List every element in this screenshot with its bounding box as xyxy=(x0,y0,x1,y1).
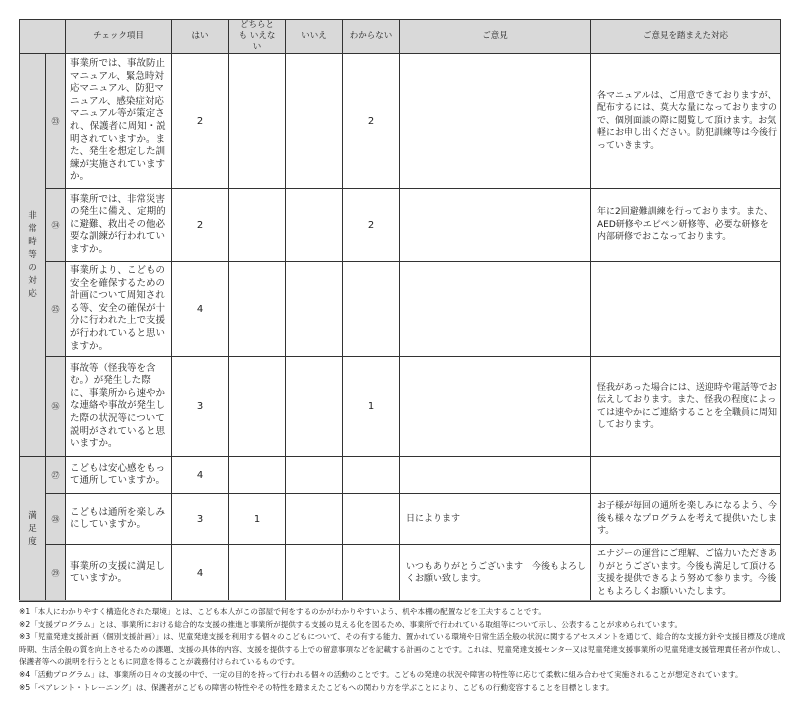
check-item: こどもは通所を楽しみにしていますか。 xyxy=(66,494,172,545)
category-satisfaction xyxy=(20,457,46,602)
response: お子様が毎回の通所を楽しみになるよう、今後も様々なプログラムを考えて提供いたします。 xyxy=(591,494,781,545)
response xyxy=(591,262,781,357)
unknown-count xyxy=(343,457,400,494)
notes-divider xyxy=(19,600,780,601)
no-count xyxy=(286,357,343,457)
row-number: ㉘ xyxy=(46,494,66,545)
unknown-count xyxy=(343,262,400,357)
header-neither-label: どちらとも いえない xyxy=(238,20,276,52)
header-response: ご意見を踏まえた対応 xyxy=(591,20,781,54)
yes-count: 2 xyxy=(172,189,229,262)
opinion: いつもありがとうございます 今後もよろしくお願い致します。 xyxy=(400,545,591,602)
row-number: ㉗ xyxy=(46,457,66,494)
row-number: ㉙ xyxy=(46,545,66,602)
neither-count xyxy=(229,357,286,457)
header-yes: はい xyxy=(172,20,229,54)
survey-table xyxy=(19,19,781,602)
no-count xyxy=(286,494,343,545)
unknown-count xyxy=(343,545,400,602)
footnote-4: ※4「活動プログラム」は、事業所の日々の支援の中で、一定の目的を持って行われる個々の活動のことです。こどもの発達の状況や障害の特性等に応じて柔軟に組み合わせて実施されることが想定されています。 xyxy=(19,669,743,679)
neither-count xyxy=(229,189,286,262)
neither-count: 1 xyxy=(229,494,286,545)
row-number: ㉖ xyxy=(46,357,66,457)
response: エナジーの運営にご理解、ご協力いただきありがとうございます。今後も満足して頂ける支援を提供できるよう努めて参ります。今後ともよろしくお願いいたします。 xyxy=(591,545,781,602)
unknown-count: 2 xyxy=(343,54,400,189)
footnote-3: ※3「児童発達支援計画（個別支援計画）」は、児童発達支援を利用する個々のこどもについて、その有する能力、置かれている環境や日常生活全般の状況に関するアセスメントを通じて、総合的な支援方針や支援目標及び達成時期、生活全般の質を向上させるための課題、支援の具体的内容、支援を提供する上での留意事項などを記載する計画のことです。これは、児童発達支援センター又は児童発達支援事業所の児童発達支援管理責任者が作成し、保護者等への説明を行うとともに同意を得ることが義務付けられているものです。 xyxy=(19,632,786,667)
footnote-5: ※5「ペアレント・トレーニング」は、保護者がこどもの障害の特性やその特性を踏まえたこどもへの関わり方を学ぶことにより、こどもの行動変容することを目標とします。 xyxy=(19,682,614,692)
no-count xyxy=(286,262,343,357)
opinion xyxy=(400,189,591,262)
footnote-2: ※2「支援プログラム」とは、事業所における総合的な支援の推進と事業所が提供する支援の見える化を図るため、事業所で行われている取組等について示し、公表することが求められています。 xyxy=(19,619,683,629)
category-emergency xyxy=(20,54,46,457)
yes-count: 4 xyxy=(172,457,229,494)
header-neither xyxy=(229,20,286,54)
category-label: 非常時等の対応 xyxy=(28,210,37,299)
unknown-count: 1 xyxy=(343,357,400,457)
neither-count xyxy=(229,545,286,602)
unknown-count: 2 xyxy=(343,189,400,262)
check-item: 事業所では、非常災害の発生に備え、定期的に避難、救出その他必要な訓練が行われていますか。 xyxy=(66,189,172,262)
yes-count: 3 xyxy=(172,357,229,457)
opinion xyxy=(400,457,591,494)
response: 年に2回避難訓練を行っております。また、AED研修やエピペン研修等、必要な研修を内部研修でおこなっております。 xyxy=(591,189,781,262)
table-row xyxy=(20,262,781,357)
table-row xyxy=(20,54,781,189)
table-row xyxy=(20,545,781,602)
no-count xyxy=(286,189,343,262)
row-number: ㉓ xyxy=(46,54,66,189)
header-unknown: わからない xyxy=(343,20,400,54)
header-no: いいえ xyxy=(286,20,343,54)
row-number: ㉕ xyxy=(46,262,66,357)
header-row xyxy=(20,20,781,54)
yes-count: 3 xyxy=(172,494,229,545)
footnotes xyxy=(19,606,789,694)
table-row xyxy=(20,189,781,262)
no-count xyxy=(286,545,343,602)
yes-count: 2 xyxy=(172,54,229,189)
opinion xyxy=(400,357,591,457)
check-item: 事故等（怪我等を含む。）が発生した際に、事業所から速やかな連絡や事故が発生した際の状況等について説明がされていると思いますか。 xyxy=(66,357,172,457)
no-count xyxy=(286,54,343,189)
table-row xyxy=(20,357,781,457)
opinion xyxy=(400,262,591,357)
header-category xyxy=(20,20,66,54)
check-item: こどもは安心感をもって通所していますか。 xyxy=(66,457,172,494)
yes-count: 4 xyxy=(172,262,229,357)
opinion: 日によります xyxy=(400,494,591,545)
neither-count xyxy=(229,457,286,494)
footnote-1: ※1「本人にわかりやすく構造化された環境」とは、こども本人がこの部屋で何をするのかがわかりやすいよう、机や本棚の配置などを工夫することです。 xyxy=(19,607,546,616)
yes-count: 4 xyxy=(172,545,229,602)
unknown-count xyxy=(343,494,400,545)
opinion xyxy=(400,54,591,189)
neither-count xyxy=(229,262,286,357)
response: 各マニュアルは、ご用意できておりますが、配布するには、莫大な量になっておりますので、個別面談の際に閲覧して頂けます。お気軽にお申し出ください。防犯訓練等は今後行っていきます。 xyxy=(591,54,781,189)
row-number: ㉔ xyxy=(46,189,66,262)
check-item: 事業所の支援に満足していますか。 xyxy=(66,545,172,602)
response xyxy=(591,457,781,494)
header-check-item: チェック項目 xyxy=(66,20,172,54)
check-item: 事業所より、こどもの安全を確保するための計画について周知される等、安全の確保が十分に行われた上で支援が行われていると思いますか。 xyxy=(66,262,172,357)
category-label: 満足度 xyxy=(28,510,37,547)
response: 怪我があった場合には、送迎時や電話等でお伝えしております。また、怪我の程度によっては速やかにご連絡することを全職員に周知しております。 xyxy=(591,357,781,457)
header-opinion: ご意見 xyxy=(400,20,591,54)
neither-count xyxy=(229,54,286,189)
table-row xyxy=(20,494,781,545)
check-item: 事業所では、事故防止マニュアル、緊急時対応マニュアル、防犯マニュアル、感染症対応マニュアル等が策定され、保護者に周知・説明されていますか。また、発生を想定した訓練が実施されていますか。 xyxy=(66,54,172,189)
table-row xyxy=(20,457,781,494)
no-count xyxy=(286,457,343,494)
